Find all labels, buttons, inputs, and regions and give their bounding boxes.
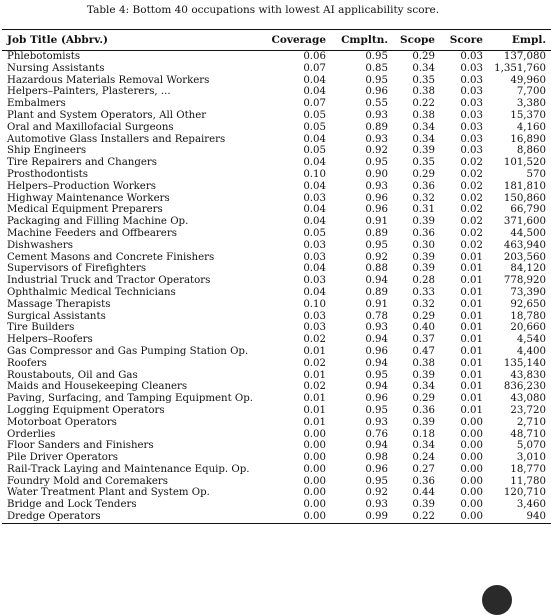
cell-score: 0.00 (460, 452, 483, 464)
table-row (2, 86, 551, 98)
cell-scope: 0.36 (412, 227, 435, 239)
table-row (2, 322, 551, 334)
cell-employment: 43,080 (510, 393, 546, 405)
cell-scope: 0.39 (412, 263, 435, 275)
cell-employment: 16,890 (510, 133, 546, 145)
cell-score: 0.01 (460, 251, 483, 263)
cell-score: 0.01 (460, 310, 483, 322)
cell-score: 0.03 (460, 86, 483, 98)
cell-score: 0.01 (460, 404, 483, 416)
cell-score: 0.03 (460, 51, 483, 62)
table-row (2, 487, 551, 499)
cell-employment: 570 (526, 168, 546, 180)
table-row (2, 204, 551, 216)
cell-completion: 0.78 (365, 310, 388, 322)
cell-scope: 0.40 (412, 322, 435, 334)
cell-score: 0.00 (460, 416, 483, 428)
cell-coverage: 0.04 (303, 86, 326, 98)
cell-coverage: 0.04 (303, 157, 326, 169)
cell-score: 0.01 (460, 275, 483, 287)
cell-completion: 0.94 (365, 440, 388, 452)
cell-job-title: Roustabouts, Oil and Gas (7, 369, 138, 381)
cell-employment: 20,660 (510, 322, 546, 334)
cell-scope: 0.37 (412, 334, 435, 346)
cell-scope: 0.29 (412, 168, 435, 180)
cell-scope: 0.38 (412, 109, 435, 121)
cell-employment: 101,520 (503, 157, 546, 169)
cell-scope: 0.47 (412, 345, 435, 357)
cell-coverage: 0.00 (303, 452, 326, 464)
cell-employment: 4,540 (516, 334, 546, 346)
cell-score: 0.01 (460, 369, 483, 381)
cell-completion: 0.89 (365, 121, 388, 133)
cell-employment: 836,230 (503, 381, 546, 393)
table-header (2, 30, 551, 51)
table-row (2, 63, 551, 75)
cell-scope: 0.39 (412, 145, 435, 157)
table-row (2, 134, 551, 146)
header-job-title: Job Title (Abbrv.) (7, 34, 108, 46)
cell-scope: 0.39 (412, 499, 435, 511)
cell-scope: 0.29 (412, 310, 435, 322)
cell-employment: 92,650 (510, 298, 546, 310)
table-row (2, 145, 551, 157)
cell-employment: 5,070 (516, 440, 546, 452)
cell-score: 0.00 (460, 499, 483, 511)
cell-coverage: 0.05 (303, 227, 326, 239)
cell-job-title: Packaging and Filling Machine Op. (7, 216, 189, 228)
cell-score: 0.03 (460, 109, 483, 121)
table-row (2, 346, 551, 358)
cell-score: 0.01 (460, 334, 483, 346)
cell-coverage: 0.00 (303, 440, 326, 452)
cell-employment: 49,960 (510, 74, 546, 86)
cell-coverage: 0.04 (303, 286, 326, 298)
cell-employment: 48,710 (510, 428, 546, 440)
table-row (2, 169, 551, 181)
table-row (2, 429, 551, 441)
cell-completion: 0.89 (365, 227, 388, 239)
cell-job-title: Industrial Truck and Tractor Operators (7, 275, 211, 287)
cell-completion: 0.95 (365, 239, 388, 251)
cell-scope: 0.24 (412, 452, 435, 464)
cell-completion: 0.94 (365, 334, 388, 346)
table-row (2, 440, 551, 452)
cell-coverage: 0.04 (303, 133, 326, 145)
cell-coverage: 0.07 (303, 98, 326, 110)
cell-job-title: Water Treatment Plant and System Op. (7, 487, 210, 499)
cell-employment: 3,010 (516, 452, 546, 464)
cell-job-title: Roofers (7, 357, 47, 369)
cell-scope: 0.34 (412, 440, 435, 452)
table-caption: Table 4: Bottom 40 occupations with lowest AI applicability score. (86, 4, 440, 16)
cell-job-title: Floor Sanders and Finishers (7, 440, 154, 452)
cell-job-title: Automotive Glass Installers and Repairers (7, 133, 226, 145)
cell-job-title: Plant and System Operators, All Other (7, 109, 207, 121)
table-body (2, 51, 551, 524)
cell-employment: 135,140 (503, 357, 546, 369)
cell-score: 0.02 (460, 204, 483, 216)
cell-score: 0.00 (460, 475, 483, 487)
cell-score: 0.00 (460, 487, 483, 499)
table-row (2, 181, 551, 193)
cell-completion: 0.96 (365, 204, 388, 216)
header-score: Score (449, 34, 483, 46)
cell-completion: 0.95 (365, 74, 388, 86)
cell-scope: 0.22 (412, 98, 435, 110)
cell-completion: 0.91 (365, 216, 388, 228)
cell-employment: 203,560 (503, 251, 546, 263)
cell-job-title: Phlebotomists (7, 51, 81, 62)
cell-score: 0.03 (460, 121, 483, 133)
cell-employment: 66,790 (510, 204, 546, 216)
cell-scope: 0.39 (412, 251, 435, 263)
cell-completion: 0.89 (365, 286, 388, 298)
cell-scope: 0.39 (412, 369, 435, 381)
cell-completion: 0.96 (365, 345, 388, 357)
cell-job-title: Supervisors of Firefighters (7, 263, 147, 275)
cell-score: 0.03 (460, 62, 483, 74)
cell-coverage: 0.01 (303, 345, 326, 357)
cell-job-title: Logging Equipment Operators (7, 404, 165, 416)
cell-score: 0.01 (460, 357, 483, 369)
cell-score: 0.01 (460, 393, 483, 405)
cell-scope: 0.39 (412, 216, 435, 228)
cell-completion: 0.92 (365, 251, 388, 263)
cell-scope: 0.33 (412, 286, 435, 298)
cell-employment: 84,120 (510, 263, 546, 275)
cell-coverage: 0.03 (303, 192, 326, 204)
cell-completion: 0.93 (365, 322, 388, 334)
cell-completion: 0.98 (365, 452, 388, 464)
cell-employment: 371,600 (503, 216, 546, 228)
table-row (2, 252, 551, 264)
cell-employment: 23,720 (510, 404, 546, 416)
cell-completion: 0.94 (365, 381, 388, 393)
table-row (2, 157, 551, 169)
table-row (2, 75, 551, 87)
cell-job-title: Machine Feeders and Offbearers (7, 227, 177, 239)
cell-coverage: 0.03 (303, 239, 326, 251)
occupations-table-container (2, 29, 546, 524)
cell-job-title: Helpers–Roofers (7, 334, 93, 346)
table-row (2, 228, 551, 240)
cell-scope: 0.38 (412, 86, 435, 98)
cell-completion: 0.76 (365, 428, 388, 440)
cell-employment: 8,860 (516, 145, 546, 157)
table-row (2, 216, 551, 228)
table-row (2, 476, 551, 488)
cell-scope: 0.36 (412, 475, 435, 487)
header-employment: Empl. (511, 34, 546, 46)
cell-coverage: 0.04 (303, 204, 326, 216)
cell-score: 0.01 (460, 286, 483, 298)
cell-completion: 0.96 (365, 86, 388, 98)
table-row (2, 334, 551, 346)
cell-employment: 120,710 (503, 487, 546, 499)
cell-coverage: 0.00 (303, 428, 326, 440)
cell-completion: 0.96 (365, 393, 388, 405)
cell-coverage: 0.04 (303, 180, 326, 192)
cell-employment: 3,460 (516, 499, 546, 511)
cell-completion: 0.93 (365, 180, 388, 192)
cell-score: 0.02 (460, 216, 483, 228)
cell-score: 0.03 (460, 98, 483, 110)
corner-button-overlay (482, 585, 512, 615)
cell-job-title: Ophthalmic Medical Technicians (7, 286, 176, 298)
cell-coverage: 0.05 (303, 145, 326, 157)
cell-scope: 0.34 (412, 381, 435, 393)
cell-employment: 73,390 (510, 286, 546, 298)
cell-completion: 0.88 (365, 263, 388, 275)
cell-coverage: 0.10 (303, 298, 326, 310)
cell-job-title: Tire Builders (7, 322, 75, 334)
cell-job-title: Paving, Surfacing, and Tamping Equipment Op. (7, 393, 254, 405)
cell-coverage: 0.02 (303, 381, 326, 393)
cell-job-title: Rail-Track Laying and Maintenance Equip. Op. (7, 463, 250, 475)
cell-employment: 463,940 (503, 239, 546, 251)
cell-completion: 0.95 (365, 475, 388, 487)
cell-scope: 0.27 (412, 463, 435, 475)
cell-employment: 181,810 (503, 180, 546, 192)
cell-job-title: Foundry Mold and Coremakers (7, 475, 168, 487)
cell-completion: 0.96 (365, 463, 388, 475)
cell-job-title: Embalmers (7, 98, 66, 110)
cell-score: 0.01 (460, 322, 483, 334)
cell-completion: 0.90 (365, 168, 388, 180)
cell-employment: 4,400 (516, 345, 546, 357)
table-row (2, 122, 551, 134)
cell-scope: 0.44 (412, 487, 435, 499)
cell-job-title: Maids and Housekeeping Cleaners (7, 381, 188, 393)
header-scope: Scope (399, 34, 435, 46)
cell-job-title: Helpers–Production Workers (7, 180, 156, 192)
cell-job-title: Bridge and Lock Tenders (7, 499, 137, 511)
cell-scope: 0.35 (412, 74, 435, 86)
cell-employment: 1,351,760 (494, 62, 546, 74)
cell-coverage: 0.03 (303, 322, 326, 334)
cell-score: 0.02 (460, 180, 483, 192)
cell-job-title: Ship Engineers (7, 145, 87, 157)
cell-completion: 0.95 (365, 51, 388, 62)
cell-scope: 0.34 (412, 121, 435, 133)
table-row (2, 511, 551, 523)
cell-score: 0.01 (460, 381, 483, 393)
cell-scope: 0.35 (412, 157, 435, 169)
cell-job-title: Gas Compressor and Gas Pumping Station Op. (7, 345, 249, 357)
cell-scope: 0.28 (412, 275, 435, 287)
cell-completion: 0.85 (365, 62, 388, 74)
table-row (2, 98, 551, 110)
table-row (2, 110, 551, 122)
cell-coverage: 0.00 (303, 511, 326, 523)
cell-score: 0.00 (460, 511, 483, 523)
cell-score: 0.02 (460, 168, 483, 180)
cell-completion: 0.96 (365, 192, 388, 204)
cell-employment: 44,500 (510, 227, 546, 239)
cell-scope: 0.34 (412, 133, 435, 145)
cell-employment: 7,700 (516, 86, 546, 98)
table-row (2, 417, 551, 429)
cell-score: 0.01 (460, 263, 483, 275)
cell-coverage: 0.00 (303, 499, 326, 511)
cell-job-title: Dredge Operators (7, 511, 101, 523)
header-row (2, 30, 551, 51)
cell-employment: 3,380 (516, 98, 546, 110)
cell-coverage: 0.02 (303, 334, 326, 346)
cell-employment: 778,920 (503, 275, 546, 287)
cell-job-title: Nursing Assistants (7, 62, 105, 74)
cell-completion: 0.99 (365, 511, 388, 523)
cell-completion: 0.94 (365, 275, 388, 287)
cell-job-title: Prosthodontists (7, 168, 88, 180)
cell-completion: 0.93 (365, 416, 388, 428)
cell-job-title: Motorboat Operators (7, 416, 117, 428)
cell-score: 0.02 (460, 157, 483, 169)
cell-coverage: 0.10 (303, 168, 326, 180)
table-row (2, 263, 551, 275)
cell-scope: 0.29 (412, 393, 435, 405)
table-row (2, 393, 551, 405)
table-row (2, 464, 551, 476)
cell-employment: 15,370 (510, 109, 546, 121)
cell-score: 0.03 (460, 74, 483, 86)
cell-coverage: 0.07 (303, 62, 326, 74)
cell-job-title: Hazardous Materials Removal Workers (7, 74, 210, 86)
cell-employment: 11,780 (510, 475, 546, 487)
cell-completion: 0.95 (365, 157, 388, 169)
cell-scope: 0.32 (412, 192, 435, 204)
cell-completion: 0.55 (365, 98, 388, 110)
cell-coverage: 0.00 (303, 487, 326, 499)
cell-coverage: 0.00 (303, 463, 326, 475)
cell-scope: 0.31 (412, 204, 435, 216)
table-row (2, 381, 551, 393)
occupations-table (2, 29, 551, 524)
cell-job-title: Orderlies (7, 428, 56, 440)
cell-completion: 0.93 (365, 133, 388, 145)
table-row (2, 311, 551, 323)
cell-scope: 0.36 (412, 180, 435, 192)
header-coverage: Coverage (271, 34, 326, 46)
table-row (2, 370, 551, 382)
cell-completion: 0.92 (365, 487, 388, 499)
cell-scope: 0.34 (412, 62, 435, 74)
cell-coverage: 0.03 (303, 310, 326, 322)
cell-score: 0.02 (460, 192, 483, 204)
cell-scope: 0.36 (412, 404, 435, 416)
cell-score: 0.01 (460, 345, 483, 357)
cell-job-title: Medical Equipment Preparers (7, 204, 163, 216)
cell-coverage: 0.02 (303, 357, 326, 369)
table-row (2, 275, 551, 287)
cell-completion: 0.91 (365, 298, 388, 310)
cell-coverage: 0.06 (303, 51, 326, 62)
cell-employment: 940 (526, 511, 546, 523)
cell-job-title: Pile Driver Operators (7, 452, 118, 464)
cell-score: 0.02 (460, 239, 483, 251)
cell-coverage: 0.04 (303, 263, 326, 275)
cell-coverage: 0.03 (303, 251, 326, 263)
cell-job-title: Surgical Assistants (7, 310, 106, 322)
table-row (2, 193, 551, 205)
cell-score: 0.00 (460, 440, 483, 452)
cell-coverage: 0.01 (303, 393, 326, 405)
cell-coverage: 0.01 (303, 369, 326, 381)
table-row (2, 240, 551, 252)
header-completion: Cmpltn. (341, 34, 388, 46)
table-row (2, 51, 551, 63)
cell-employment: 18,780 (510, 310, 546, 322)
cell-scope: 0.32 (412, 298, 435, 310)
cell-employment: 4,160 (516, 121, 546, 133)
cell-coverage: 0.05 (303, 109, 326, 121)
cell-employment: 43,830 (510, 369, 546, 381)
cell-scope: 0.39 (412, 416, 435, 428)
cell-score: 0.02 (460, 227, 483, 239)
cell-completion: 0.93 (365, 109, 388, 121)
cell-completion: 0.92 (365, 145, 388, 157)
cell-job-title: Tire Repairers and Changers (7, 157, 158, 169)
cell-completion: 0.95 (365, 369, 388, 381)
cell-completion: 0.95 (365, 404, 388, 416)
cell-scope: 0.22 (412, 511, 435, 523)
cell-scope: 0.18 (412, 428, 435, 440)
cell-coverage: 0.00 (303, 475, 326, 487)
table-row (2, 299, 551, 311)
cell-completion: 0.93 (365, 499, 388, 511)
cell-coverage: 0.01 (303, 404, 326, 416)
cell-score: 0.00 (460, 428, 483, 440)
cell-score: 0.00 (460, 463, 483, 475)
cell-coverage: 0.04 (303, 216, 326, 228)
table-row (2, 405, 551, 417)
cell-job-title: Oral and Maxillofacial Surgeons (7, 121, 174, 133)
cell-coverage: 0.05 (303, 121, 326, 133)
cell-scope: 0.30 (412, 239, 435, 251)
table-row (2, 499, 551, 511)
cell-job-title: Massage Therapists (7, 298, 111, 310)
cell-employment: 150,860 (503, 192, 546, 204)
cell-job-title: Highway Maintenance Workers (7, 192, 170, 204)
cell-job-title: Cement Masons and Concrete Finishers (7, 251, 215, 263)
cell-score: 0.03 (460, 133, 483, 145)
cell-employment: 2,710 (516, 416, 546, 428)
table-row (2, 287, 551, 299)
cell-job-title: Dishwashers (7, 239, 73, 251)
table-row (2, 452, 551, 464)
cell-coverage: 0.03 (303, 275, 326, 287)
cell-job-title: Helpers–Painters, Plasterers, ... (7, 86, 171, 98)
cell-score: 0.01 (460, 298, 483, 310)
cell-scope: 0.38 (412, 357, 435, 369)
cell-employment: 137,080 (503, 51, 546, 62)
cell-employment: 18,770 (510, 463, 546, 475)
cell-completion: 0.94 (365, 357, 388, 369)
cell-coverage: 0.04 (303, 74, 326, 86)
cell-score: 0.03 (460, 145, 483, 157)
table-row (2, 358, 551, 370)
cell-coverage: 0.01 (303, 416, 326, 428)
cell-scope: 0.29 (412, 51, 435, 62)
